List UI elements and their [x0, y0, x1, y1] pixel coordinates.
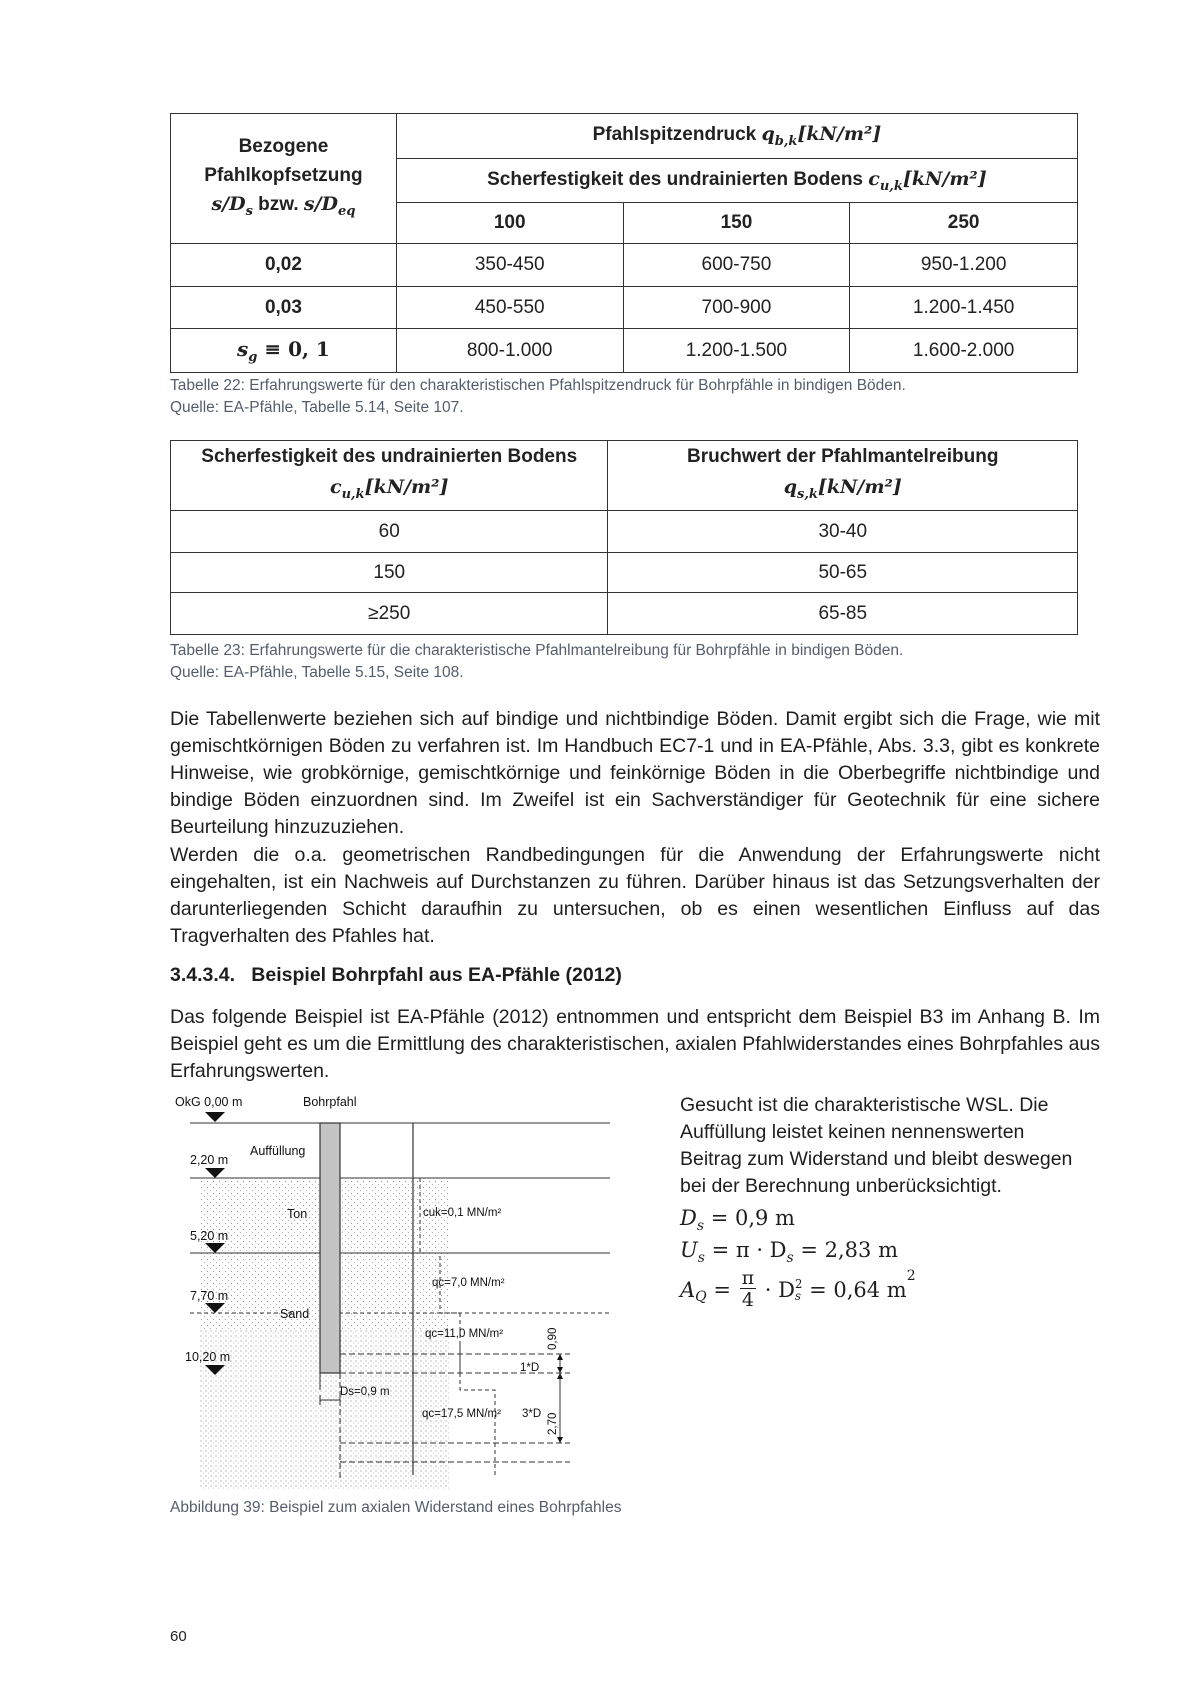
- table22-col-250: 250: [850, 203, 1078, 244]
- level-marker-icon: [205, 1168, 225, 1178]
- table-row: [171, 329, 1078, 373]
- label-090: 0,90: [547, 1327, 559, 1350]
- label-1020: 10,20 m: [185, 1350, 231, 1364]
- table-cell: 65-85: [608, 593, 1078, 635]
- table-cell: 1.200-1.450: [850, 287, 1078, 329]
- table22-head-col1-line2: Pfahlkopfsetzung: [204, 164, 363, 186]
- table-cell: 450-550: [396, 287, 623, 329]
- table-cell: 1.600-2.000: [850, 329, 1078, 373]
- table-row: [171, 287, 1078, 329]
- table22-row-label: 0,03: [171, 287, 397, 329]
- table-row: [171, 511, 1078, 553]
- label-auffuellung: Auffüllung: [250, 1144, 306, 1158]
- table-cell: 60: [171, 511, 608, 553]
- section-heading: 3.4.3.4. Beispiel Bohrpfahl aus EA-Pfähle (2012): [170, 964, 622, 986]
- pile-shape: [320, 1123, 340, 1373]
- table22-row-label: $s_g \equiv 0$, 1: [171, 329, 397, 373]
- table23-head-right: Bruchwert der Pfahlmantelreibung $q_{s,k}[kN/m^2]$: [608, 441, 1078, 511]
- table22-head-sub: Scherfestigkeit des undrainierten Bodens $c_{u,k}[kN/m^2]$: [396, 159, 1077, 203]
- label-220: 2,20 m: [190, 1153, 229, 1167]
- label-ds: Ds=0,9 m: [340, 1386, 390, 1398]
- table-cell: 150: [171, 553, 608, 593]
- table-cell: 800-1.000: [396, 329, 623, 373]
- formula-us: $U_s = \pi \cdot D_s = 2,83$ m: [680, 1238, 898, 1267]
- label-270: 2,70: [547, 1412, 559, 1435]
- paragraph-2: Werden die o.a. geometrischen Randbedingungen für die Anwendung der Erfahrungswerte nicht eingehalten, ist ein Nachweis auf Durchstanzen zu führen. Darüber hinaus ist das Setzungsverhalten der darunterliegenden Schicht daraufhin zu untersuchen, ob es einen wesentlichen Einfluss auf das Tragverhalten des Pfahles hat.: [170, 844, 1100, 947]
- figure-caption: Abbildung 39: Beispiel zum axialen Widerstand eines Bohrpfahles: [170, 1499, 622, 1516]
- table-row: [171, 553, 1078, 593]
- page-number: 60: [170, 1628, 187, 1645]
- table23-caption: Tabelle 23: Erfahrungswerte für die charakteristische Pfahlmantelreibung für Bohrpfähle in bindigen Böden. Quelle: EA-Pfähle, Tabelle 5.15, Seite 108.: [170, 642, 904, 681]
- label-okg: OkG 0,00 m: [175, 1095, 243, 1109]
- fraction: $\frac{\pi}{4}$: [741, 1267, 755, 1311]
- label-sand: Sand: [280, 1307, 310, 1321]
- label-cuk: cuk=0,1 MN/m²: [423, 1207, 502, 1219]
- table-row: [171, 244, 1078, 287]
- level-marker-icon: [205, 1112, 225, 1122]
- table-cell: 1.200-1.500: [623, 329, 850, 373]
- right-text: Gesucht ist die charakteristische WSL. Die Auffüllung leistet keinen nennenswerten Beitrag zum Widerstand und bleibt deswegen bei der Berechnung unberücksichtigt.: [680, 1094, 1073, 1197]
- table22-head-col1-line1: Bezogene: [238, 135, 329, 157]
- table-cell: 350-450: [396, 244, 623, 287]
- table-23: [170, 440, 1078, 635]
- table-cell: 950-1.200: [850, 244, 1078, 287]
- label-qc175: qc=17,5 MN/m²: [422, 1408, 501, 1420]
- label-ton: Ton: [287, 1207, 308, 1221]
- paragraph-3: Das folgende Beispiel ist EA-Pfähle (2012) entnommen und entspricht dem Beispiel B3 im Anhang B. Im Beispiel geht es um die Ermittlung des charakteristischen, axialen Pfahlwiderstandes eines Bohrpfahles aus Erfahrungswerten.: [170, 1006, 1101, 1082]
- table22-head-main: Pfahlspitzendruck $q_{b,k}[kN/m^2]$: [396, 114, 1077, 159]
- table-22: [170, 113, 1078, 373]
- table-cell: 600-750: [623, 244, 850, 287]
- table22-head-col1: [171, 114, 397, 244]
- table22-col-100: 100: [396, 203, 623, 244]
- table22-caption: Tabelle 22: Erfahrungswerte für den charakteristischen Pfahlspitzendruck für Bohrpfähle in bindigen Böden. Quelle: EA-Pfähle, Tabelle 5.14, Seite 107.: [170, 377, 906, 416]
- label-qc11: qc=11,0 MN/m²: [425, 1328, 504, 1340]
- table22-row-label: 0,02: [171, 244, 397, 287]
- table22-col-150: 150: [623, 203, 850, 244]
- label-770: 7,70 m: [190, 1289, 229, 1303]
- table-row: [171, 593, 1078, 635]
- formula-aq: A $_Q$ = $\frac{\pi}{4}$ · D 2 s = 0,64 m $^2$: [680, 1267, 916, 1311]
- label-520: 5,20 m: [190, 1229, 229, 1243]
- label-qc7: qc=7,0 MN/m²: [432, 1277, 505, 1289]
- table-cell: 50-65: [608, 553, 1078, 593]
- paragraph-1: Die Tabellenwerte beziehen sich auf bindige und nichtbindige Böden. Damit ergibt sich die Frage, wie mit gemischtkörnigen Böden zu verfahren ist. Im Handbuch EC7-1 und in EA-Pfähle, Abs. 3.3, gibt es konkrete Hinweise, wie grobkörnige, gemischtkörnige und feinkörnige Böden in die Oberbegriffe nichtbindige und bindige Böden einzuordnen sind. Im Zweifel ist ein Sachverständiger für Geotechnik für eine sichere Beurteilung hinzuzuziehen.: [170, 708, 1100, 838]
- table23-head-left: Scherfestigkeit des undrainierten Bodens $c_{u,k}[kN/m^2]$: [171, 441, 608, 511]
- table-cell: 700-900: [623, 287, 850, 329]
- label-bohrpfahl: Bohrpfahl: [303, 1095, 357, 1109]
- table-cell: ≥250: [171, 593, 608, 635]
- pile-figure: [170, 1090, 620, 1490]
- label-1d: 1*D: [520, 1362, 540, 1374]
- table22-head-col1-line3: $s/D_s$ bzw. $s/D_{eq}$: [211, 192, 356, 219]
- table-cell: 30-40: [608, 511, 1078, 553]
- label-3d: 3*D: [522, 1408, 542, 1420]
- formula-ds: $D_s = 0,9$ m: [680, 1206, 795, 1235]
